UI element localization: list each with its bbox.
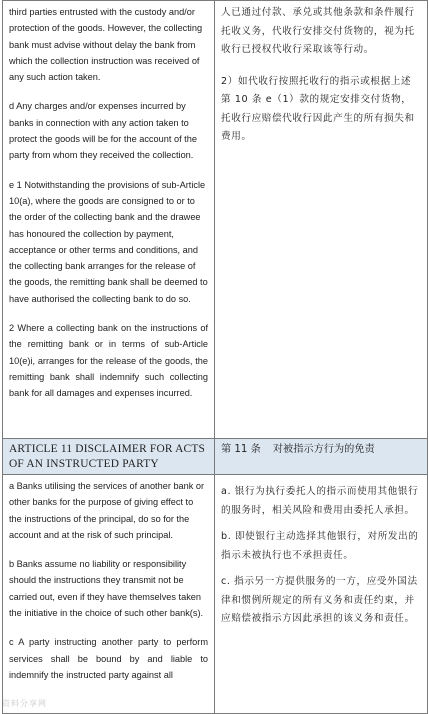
bilingual-table (2, 0, 428, 714)
article-title-english: ARTICLE 11 DISCLAIMER FOR ACTS OF AN INSTRUCTED PARTY (3, 439, 215, 475)
english-paragraph: a Banks utilising the services of another bank or other banks for the purpose of giving effect to the instructions of the principal, do so for the account and at the risk of such principal. (9, 481, 205, 540)
article-number: 第 11 条 (221, 444, 261, 455)
chinese-paragraph: 2）如代收行按照托收行的指示或根据上述第 10 条 e（1）款的规定安排交付货物，托收行应赔偿代收行因此产生的所有损失和费用。 (221, 75, 415, 142)
english-paragraph: b Banks assume no liability or responsibility should the instructions they transmit not be carried out, even if they have themselves taken the initiative in the choice of such other bank(s). (9, 559, 204, 619)
table-row (3, 475, 428, 714)
document-page (2, 0, 427, 714)
table-row (3, 1, 428, 439)
article-title-chinese (215, 439, 428, 475)
article-header-row (3, 439, 428, 475)
english-paragraph: third parties entrusted with the custody and/or protection of the goods. However, the collecting bank must advise without delay the bank from which the collection instruction was received of any such action taken. (9, 7, 203, 83)
chinese-paragraph: c. 指示另一方提供服务的一方，应受外国法律和惯例所规定的所有义务和责任约束，并应赔偿被指示方因此承担的该义务和责任。 (221, 576, 418, 624)
chinese-paragraph: b. 即使银行主动选择其他银行，对所发出的指示未被执行也不承担责任。 (221, 531, 419, 561)
english-cell (3, 475, 215, 714)
watermark: 资料分享网 (2, 699, 47, 708)
english-cell (3, 1, 215, 439)
chinese-paragraph: 人已通过付款、承兑或其他条款和条件履行托收义务，代收行安排交付货物的，视为托收行已授权代收行采取该等行动。 (221, 7, 415, 55)
english-paragraph: d Any charges and/or expenses incurred by banks in connection with any action taken to protect the goods will be for the account of the party from whom they received the collection. (9, 101, 197, 161)
english-paragraph: 2 Where a collecting bank on the instructions of the remitting bank or in terms of sub-Article 10(e)i, arranges for the release of the goods, the remitting bank shall indemnify such collecting bank for all damages and expenses incurred. (9, 323, 208, 399)
chinese-cell (215, 1, 428, 439)
chinese-paragraph: a. 银行为执行委托人的指示而使用其他银行的服务时，相关风险和费用由委托人承担。 (221, 486, 419, 516)
english-paragraph: c A party instructing another party to perform services shall be bound by and liable to indemnify the instructed party against all (9, 637, 208, 680)
english-paragraph: e 1 Notwithstanding the provisions of sub-Article 10(a), where the goods are consigned to or to the order of the collecting bank and the drawee has honoured the collection by payment, acceptance or other terms and conditions, and the collecting bank arranges for the release of the goods, the remitting bank shall be deemed to have authorised the collecting bank to do so. (9, 179, 208, 304)
article-heading: 对被指示方行为的免责 (272, 444, 375, 455)
chinese-cell (215, 475, 428, 714)
